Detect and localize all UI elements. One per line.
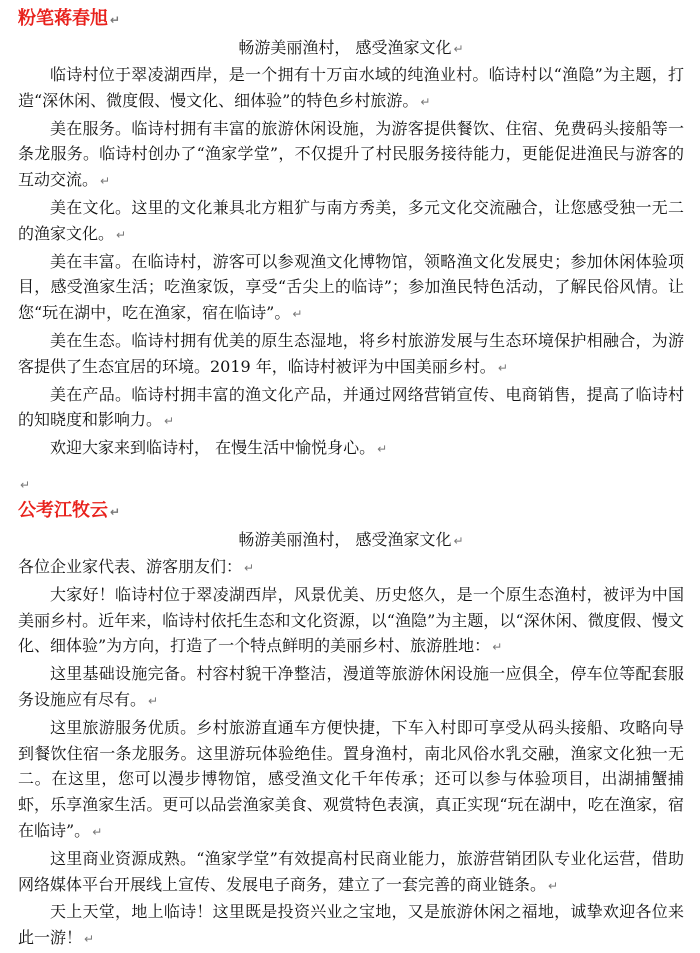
paragraph: 美在产品。临诗村拥丰富的渔文化产品，并通过网络营销宣传、电商销售，提高了临诗村的知晓度和影响力。 ↵ [18,384,684,430]
paragraph-mark-icon: ↵ [20,477,31,492]
paragraph-mark-icon: ↵ [244,560,255,575]
essay-section-1 [18,6,684,463]
author-heading: 粉笔蒋春旭 ↵ [18,8,121,29]
paragraph-mark-icon: ↵ [116,227,127,242]
paragraph-mark-icon: ↵ [548,878,559,893]
paragraph: 这里旅游服务优质。乡村旅游直通车方便快捷，下车入村即可享受从码头接船、攻略向导到餐饮住宿一条龙服务。这里游玩体验绝佳。置身渔村，南北风俗水乳交融，渔家文化独一无二。在这里，您可以漫步博物馆，感受渔文化千年传承；还可以参与体验项目，出湖捕蟹捕虾，乐享渔家生活。更可以品尝渔家美食、观赏特色表演，真正实现“玩在湖中，吃在渔家，宿在临诗”。 ↵ [18,717,684,840]
paragraph: 临诗村位于翠凌湖西岸，是一个拥有十万亩水域的纯渔业村。临诗村以“渔隐”为主题，打造“深休闲、微度假、慢文化、细体验”的特色乡村旅游。 ↵ [18,65,684,110]
greeting: 各位企业家代表、游客朋友们： ↵ [18,556,255,576]
paragraph-mark-icon: ↵ [453,533,464,548]
paragraph-mark-icon: ↵ [92,824,103,839]
paragraph: 这里基础设施完备。村容村貌干净整洁，漫道等旅游休闲设施一应俱全，停车位等配套服务设施应有尽有。 ↵ [18,664,684,709]
paragraph-mark-icon: ↵ [377,442,388,457]
essay-title: 畅游美丽渔村， 感受渔家文化 ↵ [238,38,464,57]
paragraph-mark-icon: ↵ [84,932,95,947]
paragraph-mark-icon: ↵ [420,94,431,109]
paragraph-mark-icon: ↵ [110,13,121,27]
paragraph-mark-icon: ↵ [292,307,303,322]
paragraph-mark-icon: ↵ [453,42,464,56]
paragraph: 美在服务。临诗村拥有丰富的旅游休闲设施，为游客提供餐饮、住宿、免费码头接船等一条龙服务。临诗村创办了“渔家学堂”，不仅提升了村民服务接待能力，更能促进渔民与游客的互动交流。 ↵ [18,118,684,190]
paragraph: 天上天堂，地上临诗！这里既是投资兴业之宝地，又是旅游休闲之福地，诚挚欢迎各位来此一游！ ↵ [18,902,684,948]
paragraph: 美在丰富。在临诗村，游客可以参观渔文化博物馆，领略渔文化发展史；参加休闲体验项目，感受渔家生活；吃渔家饭，享受“舌尖上的临诗”；参加渔民特色活动，了解民俗风情。让您“玩在湖中，吃在渔家，宿在临诗”。 ↵ [18,251,684,323]
paragraph-mark-icon: ↵ [164,414,175,429]
paragraph: 美在生态。临诗村拥有优美的原生态湿地，将乡村旅游发展与生态环境保护相融合，为游客提供了生态宜居的环境。2019 年，临诗村被评为中国美丽乡村。 ↵ [18,330,684,376]
paragraph-mark-icon: ↵ [100,174,111,189]
spacer [18,463,684,473]
paragraph-mark-icon: ↵ [497,360,508,375]
paragraph-mark-icon: ↵ [148,693,159,708]
essay-section-2 [18,498,684,953]
paragraph: 大家好！临诗村位于翠凌湖西岸，风景优美、历史悠久，是一个原生态渔村，被评为中国美丽乡村。近年来，临诗村依托生态和文化资源，以“渔隐”为主题，以“深休闲、微度假、慢文化、细体验”为方向，打造了一个特点鲜明的美丽乡村、旅游胜地： ↵ [18,584,684,656]
paragraph: 欢迎大家来到临诗村， 在慢生活中愉悦身心。 ↵ [50,438,388,458]
paragraph: 美在文化。这里的文化兼具北方粗犷与南方秀美，多元文化交流融合，让您感受独一无二的渔家文化。 ↵ [18,197,684,243]
paragraph: 这里商业资源成熟。“渔家学堂”有效提高村民商业能力，旅游营销团队专业化运营，借助网络媒体平台开展线上宣传、发展电子商务，建立了一套完善的商业链条。 ↵ [18,848,684,894]
essay-title: 畅游美丽渔村， 感受渔家文化 ↵ [238,529,464,549]
author-heading: 公考江牧云 ↵ [18,499,121,521]
empty-paragraph [18,473,684,498]
paragraph-mark-icon: ↵ [110,504,121,519]
paragraph-mark-icon: ↵ [492,640,503,655]
